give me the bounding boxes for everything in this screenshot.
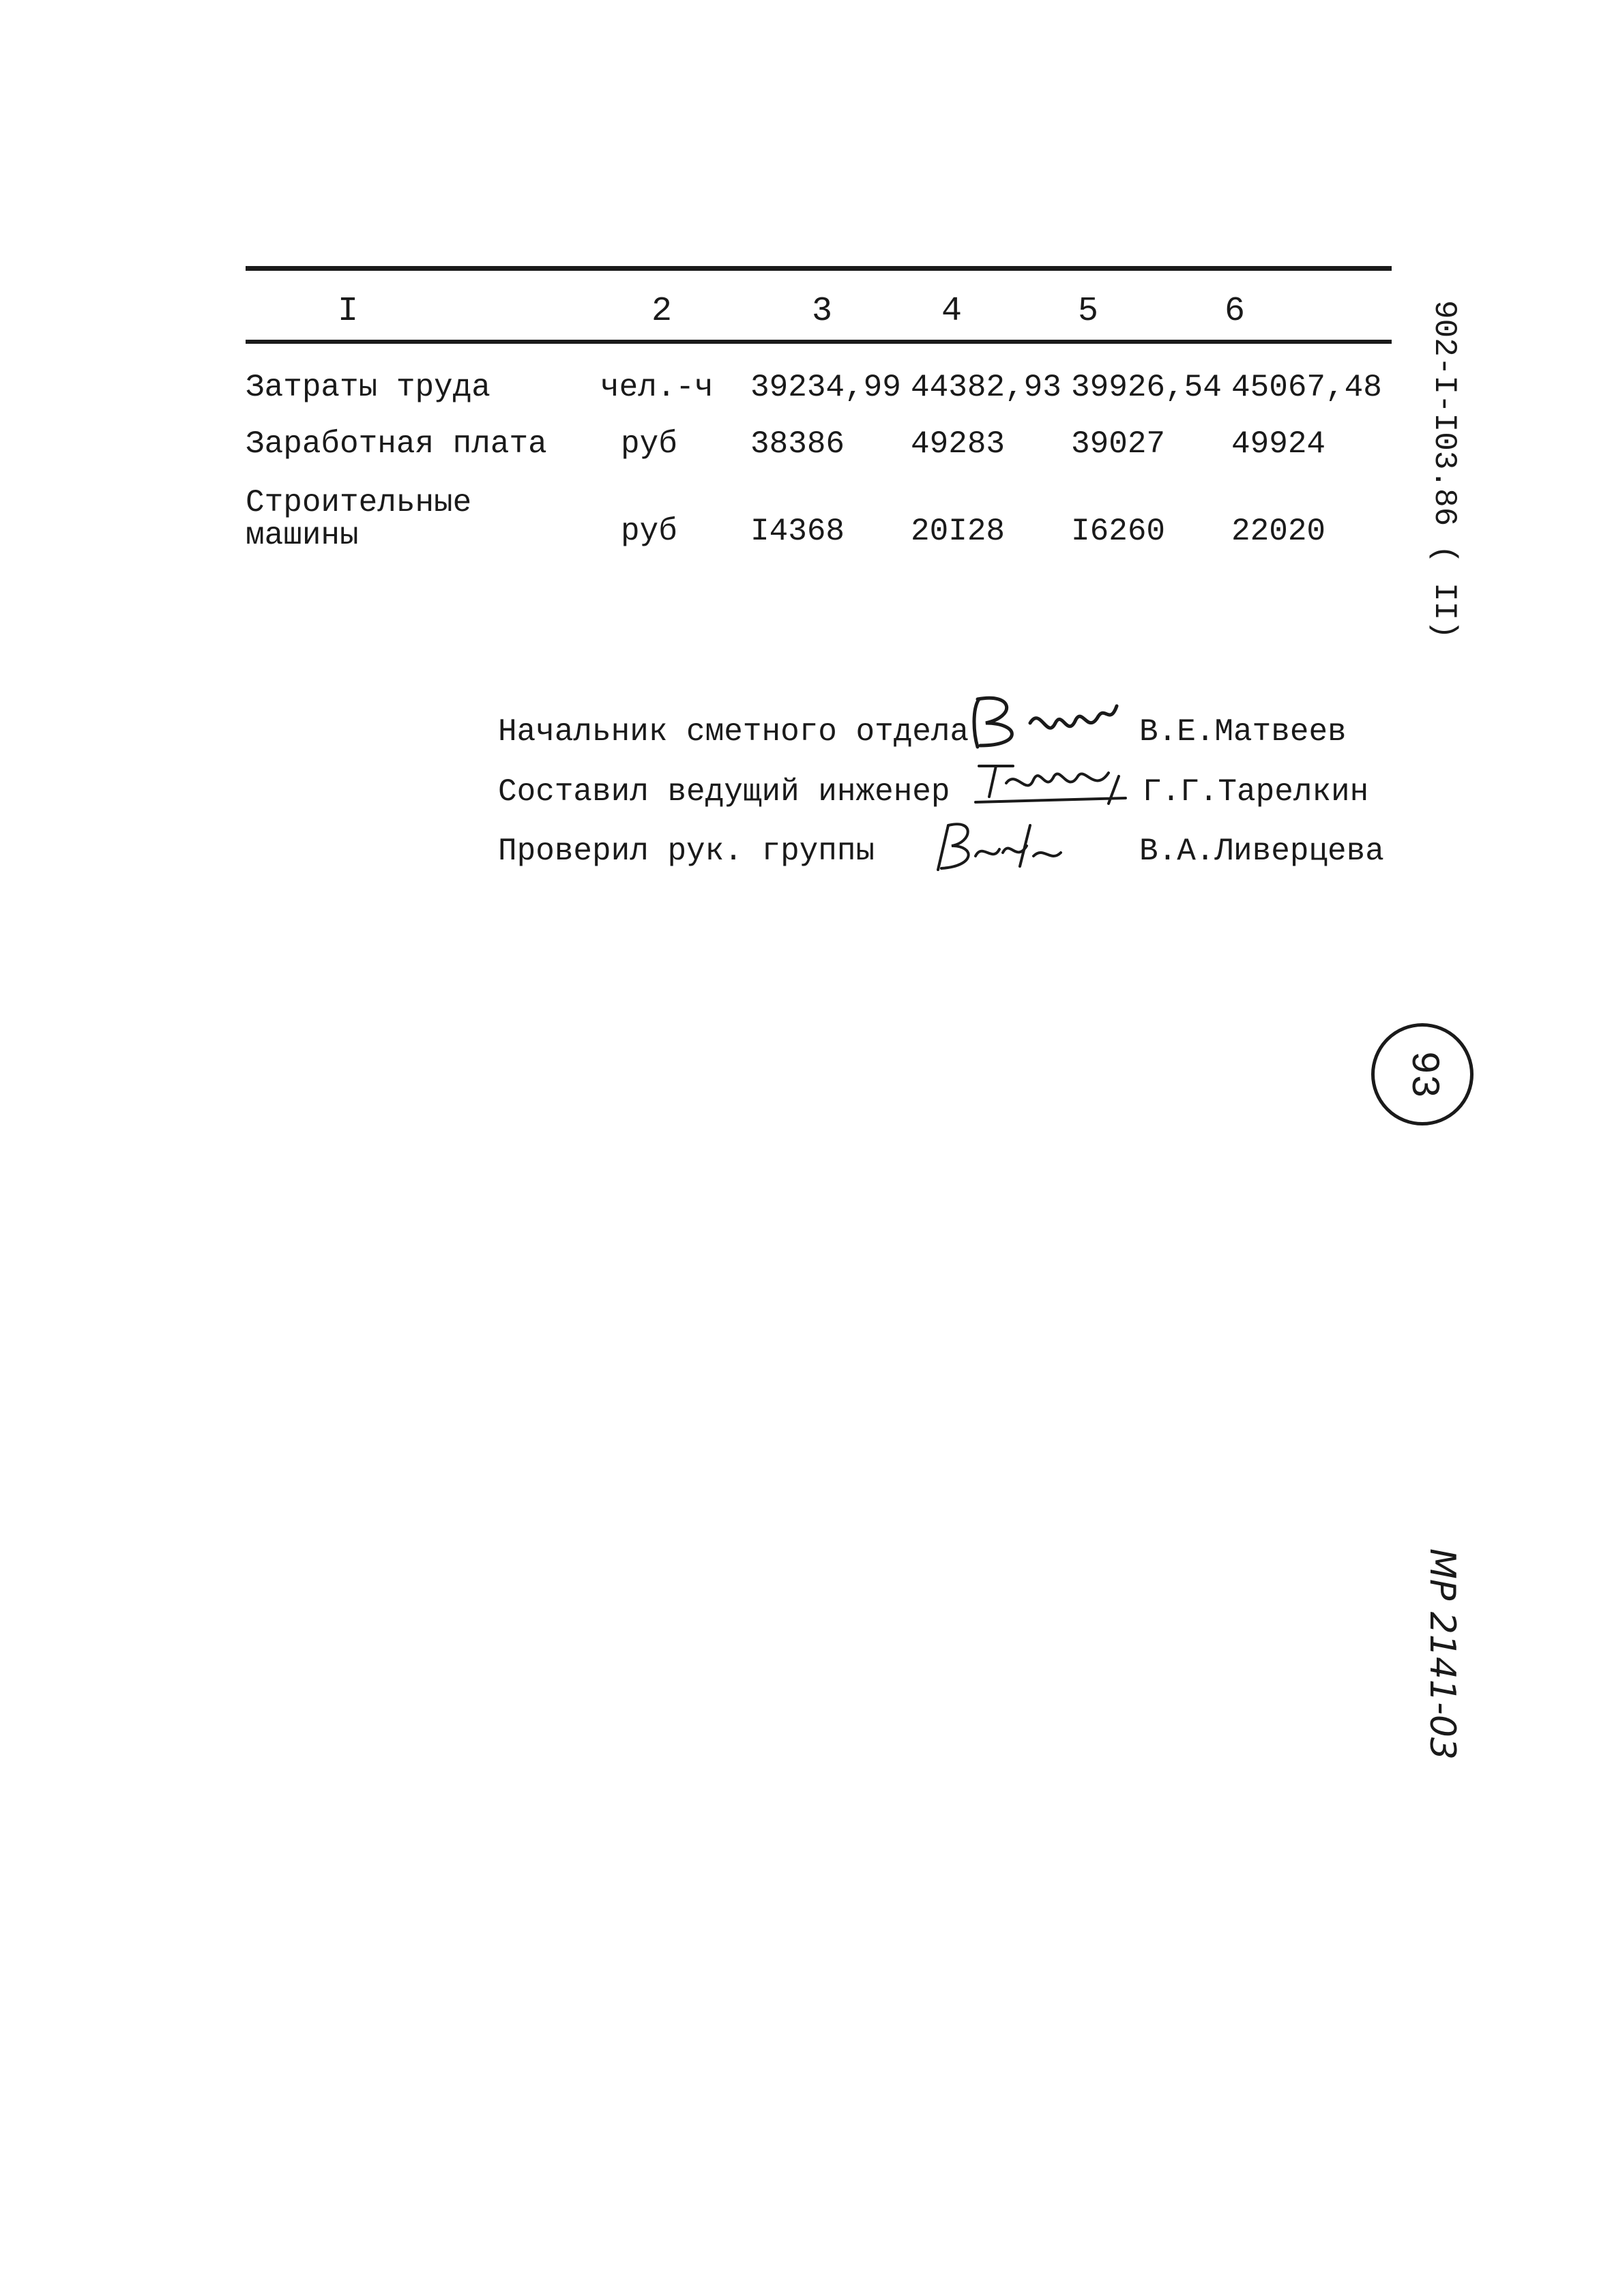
table-cell: I4368 [750, 514, 845, 549]
row-label: Затраты труда [246, 370, 490, 405]
column-header-5: 5 [1078, 292, 1099, 331]
table-cell: 39926,54 [1071, 370, 1222, 405]
document-code: 902-I-I03.86 ( II) [1426, 300, 1462, 639]
column-header-3: 3 [812, 292, 833, 331]
signature-title: Составил ведущий инженер [498, 774, 950, 810]
row-unit: руб [621, 426, 677, 462]
signer-name: В.Е.Матвеев [1139, 714, 1347, 750]
signer-name: В.А.Ливерцева [1139, 834, 1384, 869]
table-header-rule [246, 340, 1392, 344]
page-number-circle [1371, 1023, 1474, 1125]
table-cell: 39027 [1071, 426, 1166, 462]
row-unit: чел.-ч [600, 370, 714, 405]
handwritten-signature-3 [928, 815, 1064, 877]
signature-title: Проверил рук. группы [498, 834, 875, 869]
table-cell: 38386 [750, 426, 845, 462]
signature-title: Начальник сметного отдела [498, 714, 969, 750]
column-header-2: 2 [651, 292, 673, 331]
handwritten-signature-2 [965, 756, 1143, 810]
row-label-line2: машины [246, 518, 359, 553]
table-cell: 45067,48 [1231, 370, 1382, 405]
table-cell: 20I28 [911, 514, 1006, 549]
table-top-rule [246, 266, 1392, 271]
row-label: Заработная плата [246, 426, 547, 462]
column-header-4: 4 [941, 292, 963, 331]
row-label-line1: Строительные [246, 485, 472, 520]
inventory-code: МР 2141-03 [1422, 1548, 1463, 1761]
row-unit: руб [621, 514, 677, 549]
page-number: 93 [1401, 1050, 1445, 1098]
column-header-1: I [338, 292, 359, 331]
signer-name: Г.Г.Тарелкин [1143, 774, 1369, 810]
table-cell: 39234,99 [750, 370, 901, 405]
column-header-6: 6 [1225, 292, 1246, 331]
table-cell: 49924 [1231, 426, 1326, 462]
table-cell: 44382,93 [911, 370, 1061, 405]
table-cell: 49283 [911, 426, 1006, 462]
table-cell: I6260 [1071, 514, 1166, 549]
table-cell: 22020 [1231, 514, 1326, 549]
handwritten-signature-1 [965, 692, 1136, 754]
